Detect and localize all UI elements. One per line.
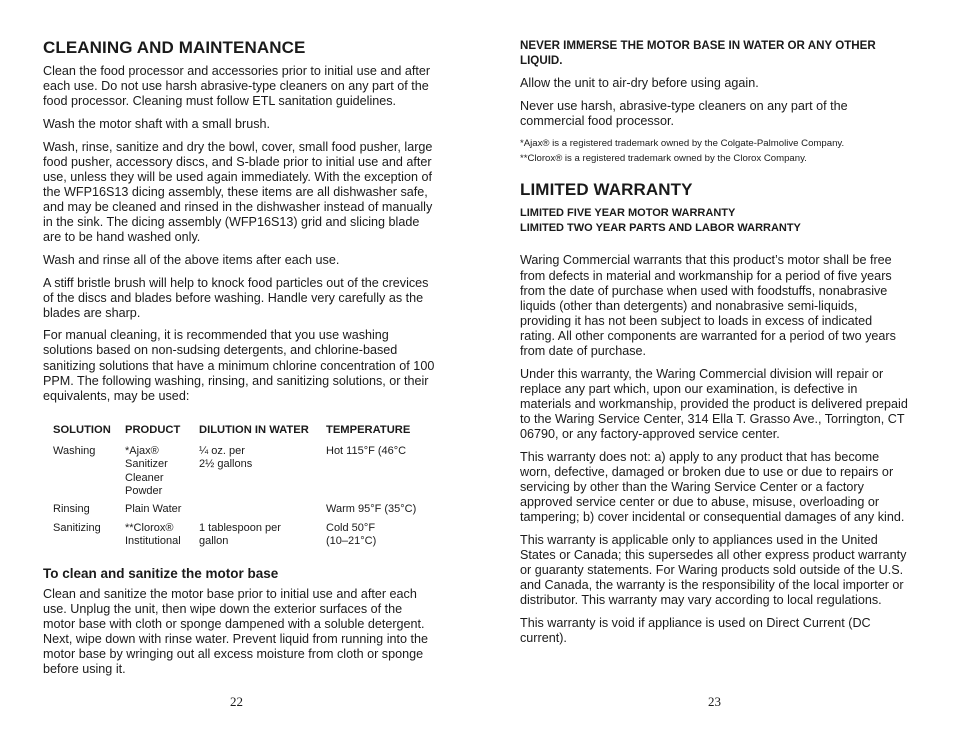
- table-row: [53, 522, 426, 554]
- motor-base-subheading: To clean and sanitize the motor base: [43, 565, 279, 581]
- motor-shaft-paragraph: Wash the motor shaft with a small brush.: [43, 116, 271, 131]
- table-cell: *Ajax® Sanitizer Cleaner Powder: [125, 444, 168, 498]
- table-cell: [199, 503, 326, 521]
- parts-warranty-label: LIMITED TWO YEAR PARTS AND LABOR WARRANTY: [520, 222, 801, 235]
- table-cell: Sanitizing: [53, 521, 101, 534]
- header-temperature: TEMPERATURE: [326, 423, 411, 436]
- table-cell: Warm 95°F (35°C): [326, 503, 417, 516]
- table-header-row: [53, 424, 426, 445]
- trademark-notes: [520, 136, 910, 166]
- after-use-paragraph: Wash and rinse all of the above items after each use.: [43, 252, 340, 267]
- warranty-heading: LIMITED WARRANTY: [520, 180, 693, 200]
- abrasive-paragraph: Never use harsh, abrasive-type cleaners on any part of the commercial food processor.: [520, 98, 848, 128]
- page-number-right: 23: [708, 694, 721, 709]
- solutions-table: [53, 424, 426, 554]
- right-page: [520, 38, 910, 654]
- table-cell: Rinsing: [53, 503, 90, 516]
- motor-warranty-label: LIMITED FIVE YEAR MOTOR WARRANTY: [520, 207, 736, 220]
- intro-paragraph: Clean the food processor and accessories prior to initial use and after each use. Do not use harsh abrasive-type cleaners on any part of the food processor. Cleaning must follow ETL sanitation guidelines.: [43, 64, 431, 109]
- immersion-warning: NEVER IMMERSE THE MOTOR BASE IN WATER OR ANY OTHER LIQUID.: [520, 39, 876, 67]
- header-dilution: DILUTION IN WATER: [199, 423, 309, 436]
- table-cell: Plain Water: [125, 503, 182, 516]
- header-solution: SOLUTION: [53, 423, 111, 436]
- table-cell: Hot 115°F (46°C: [326, 444, 407, 457]
- manual-cleaning-paragraph: For manual cleaning, it is recommended that you use washing solutions based on non-sudsing detergents, and chlorine-based sanitizing solutions that have a minimum chlorine concentration of 100 PPM. The following washing, rinsing, and sanitizing solutions, or their equivalents, may be used:: [43, 328, 435, 403]
- motor-base-paragraph: Clean and sanitize the motor base prior to initial use and after each use. Unplug the unit, then wipe down the exterior surfaces of the motor base with cloth or sponge dampened with a soluble detergent. Next, wipe down with rinse water. Prevent liquid from running into the motor base by wringing out all excess moisture from cloth or sponge before using it.: [43, 586, 429, 677]
- warranty-paragraph: This warranty is void if appliance is used on Direct Current (DC current).: [520, 615, 871, 645]
- cleaning-heading: CLEANING AND MAINTENANCE: [43, 38, 306, 57]
- table-row: [53, 503, 426, 521]
- air-dry-paragraph: Allow the unit to air-dry before using again.: [520, 76, 759, 90]
- ajax-note: *Ajax® is a registered trademark owned by the Colgate-Palmolive Company.: [520, 138, 845, 150]
- clorox-note: **Clorox® is a registered trademark owned by the Clorox Company.: [520, 153, 807, 165]
- warranty-paragraph: This warranty does not: a) apply to any product that has become worn, defective, damaged or broken due to use or due to repairs or servicing by other than the Waring Service Center or a factory approved service center or due to abuse, misuse, overloading or tampering; b) cover incidental or consequential damages of any kind.: [520, 449, 905, 525]
- table-cell: Washing: [53, 444, 96, 457]
- brush-paragraph: A stiff bristle brush will help to knock food particles out of the crevices of the discs and blades before washing. Handle very carefully as the blades are sharp.: [43, 275, 429, 320]
- table-cell: 1 tablespoon per gallon: [199, 521, 281, 548]
- warranty-paragraph: Waring Commercial warrants that this product’s motor shall be free from defects in material and workmanship for a period of five years from the date of purchase when used with foodstuffs, nonabrasive liquids (other than detergents) and nonabrasive semi-liquids, providing it has not been subject to loads in excess of indicated rating. All other components are warranted for a period of two years from date of purchase.: [520, 253, 896, 359]
- page-number-left: 22: [230, 694, 243, 709]
- left-page: [43, 38, 435, 685]
- table-row: [53, 445, 426, 504]
- warranty-paragraph: Under this warranty, the Waring Commercial division will repair or replace any part which, upon our examination, is defective in materials and workmanship, provided the product is delivered prepaid to the Waring Service Center, 314 Ella T. Grasso Ave., Torrington, CT 06790, or any factory-approved service center.: [520, 366, 908, 442]
- table-cell: Cold 50°F (10–21°C): [326, 521, 377, 548]
- table-cell: ¼ oz. per 2½ gallons: [199, 444, 253, 471]
- header-product: PRODUCT: [125, 423, 181, 436]
- warranty-paragraph: This warranty is applicable only to appliances used in the United States or Canada; this supersedes all other express product warranty or guaranty statements. For Waring products sold outside of the U.S. and Canada, the warranty is the responsibility of the local importer or distributor. This warranty may vary according to local regulations.: [520, 532, 907, 608]
- wash-rinse-paragraph: Wash, rinse, sanitize and dry the bowl, cover, small food pusher, large food pusher, accessory discs, and S-blade prior to initial use and after use, unless they will be used again immediately. With the exception of the WFP16S13 dicing assembly, these items are all dishwasher safe, and may be cleaned and rinsed in the dishwasher instead of manually in the sink. The dicing assembly (WFP16S13) grid and slicing blade are to be hand washed only.: [43, 139, 433, 245]
- table-cell: **Clorox® Institutional: [125, 521, 181, 548]
